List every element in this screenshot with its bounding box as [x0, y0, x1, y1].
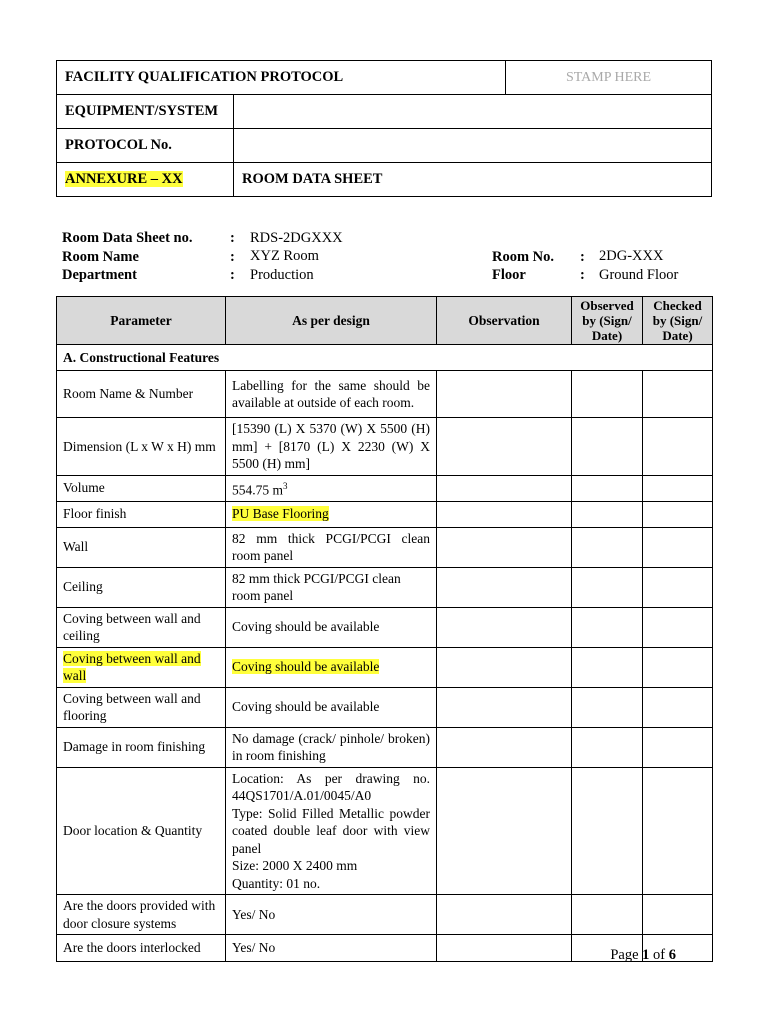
design-cell [226, 501, 437, 527]
highlighted-parameter-text: Coving between wall and wall [63, 650, 201, 683]
observed-cell [572, 475, 643, 501]
observed-cell [572, 727, 643, 767]
parameter-cell: Damage in room finishing [57, 727, 226, 767]
highlighted-design-text: Coving should be available [232, 659, 380, 675]
colon: : [580, 249, 585, 265]
colon: : [580, 267, 585, 283]
checked-cell [643, 501, 713, 527]
observation-cell [437, 767, 572, 895]
col-observation: Observation [437, 297, 572, 345]
observed-cell [572, 687, 643, 727]
floor-value: Ground Floor [599, 267, 679, 283]
department-label: Department [62, 267, 137, 283]
design-cell: 82 mm thick PCGI/PCGI clean room panel [226, 527, 437, 567]
equipment-label: EQUIPMENT/SYSTEM [57, 95, 234, 129]
checked-cell [643, 895, 713, 935]
observed-cell [572, 527, 643, 567]
parameter-cell [57, 647, 226, 687]
parameter-cell: Door location & Quantity [57, 767, 226, 895]
observed-cell [572, 607, 643, 647]
door-size-line: Size: 2000 X 2400 mm [232, 858, 358, 873]
protocol-no-label: PROTOCOL No. [57, 129, 234, 163]
stamp-placeholder: STAMP HERE [506, 61, 712, 95]
table-row [57, 895, 713, 935]
checked-cell [643, 527, 713, 567]
checked-cell [643, 647, 713, 687]
parameter-cell: Are the doors provided with door closure systems [57, 895, 226, 935]
checked-cell [643, 567, 713, 607]
door-location-line: Location: As per drawing no. 44QS1701/A.01/0045/A0 [232, 770, 430, 803]
design-cell: [15390 (L) X 5370 (W) X 5500 (H) mm] + [8170 (L) X 2230 (W) X 5500 (H) mm] [226, 418, 437, 476]
col-parameter: Parameter [57, 297, 226, 345]
observation-cell [437, 418, 572, 476]
table-row [57, 567, 713, 607]
observation-cell [437, 647, 572, 687]
design-cell [226, 647, 437, 687]
design-cell: Coving should be available [226, 607, 437, 647]
observation-cell [437, 727, 572, 767]
table-row [57, 475, 713, 501]
page-word: Page [610, 947, 639, 963]
design-cell: Yes/ No [226, 935, 437, 962]
design-cell [226, 767, 437, 895]
observed-cell [572, 418, 643, 476]
col-checked-by: Checked by (Sign/ Date) [643, 297, 713, 345]
sheet-title: ROOM DATA SHEET [234, 163, 712, 197]
observation-cell [437, 895, 572, 935]
observation-cell [437, 607, 572, 647]
observed-cell [572, 647, 643, 687]
protocol-title: FACILITY QUALIFICATION PROTOCOL [57, 61, 506, 95]
observed-cell [572, 501, 643, 527]
observation-cell [437, 567, 572, 607]
department-value: Production [250, 267, 314, 283]
room-data-table [56, 296, 713, 962]
col-observed-by: Observed by (Sign/ Date) [572, 297, 643, 345]
parameter-cell: Volume [57, 475, 226, 501]
of-word: of [653, 947, 666, 963]
observation-cell [437, 475, 572, 501]
table-row [57, 418, 713, 476]
table-row [57, 687, 713, 727]
sheet-no-value: RDS-2DGXXX [250, 230, 343, 246]
colon: : [230, 230, 235, 246]
design-cell: Yes/ No [226, 895, 437, 935]
table-row [57, 727, 713, 767]
observation-cell [437, 501, 572, 527]
floor-label: Floor [492, 267, 526, 283]
table-row [57, 371, 713, 418]
room-no-value: 2DG-XXX [599, 248, 664, 264]
design-cell: Labelling for the same should be available at outside of each room. [226, 371, 437, 418]
parameter-cell: Are the doors interlocked [57, 935, 226, 962]
checked-cell [643, 767, 713, 895]
parameter-cell: Ceiling [57, 567, 226, 607]
parameter-cell: Coving between wall and flooring [57, 687, 226, 727]
annexure-label: ANNEXURE – XX [65, 171, 183, 187]
design-cell: 82 mm thick PCGI/PCGI clean room panel [226, 567, 437, 607]
sheet-no-label: Room Data Sheet no. [62, 230, 193, 246]
section-heading: A. Constructional Features [57, 345, 713, 371]
design-cell: No damage (crack/ pinhole/ broken) in room finishing [226, 727, 437, 767]
door-quantity-line: Quantity: 01 no. [232, 875, 321, 891]
parameter-cell: Coving between wall and ceiling [57, 607, 226, 647]
parameter-cell: Wall [57, 527, 226, 567]
page-current: 1 [642, 947, 650, 963]
parameter-cell: Dimension (L x W x H) mm [57, 418, 226, 476]
colon: : [230, 267, 235, 283]
observation-cell [437, 687, 572, 727]
checked-cell [643, 607, 713, 647]
design-cell [226, 475, 437, 501]
checked-cell [643, 687, 713, 727]
observed-cell [572, 895, 643, 935]
door-type-line: Type: Solid Filled Metallic powder coated double leaf door with view panel [232, 805, 430, 856]
volume-unit-exponent: 3 [283, 480, 288, 491]
table-row [57, 767, 713, 895]
table-row [57, 607, 713, 647]
room-name-label: Room Name [62, 249, 139, 265]
parameter-cell: Floor finish [57, 501, 226, 527]
checked-cell [643, 371, 713, 418]
page-number [610, 947, 676, 964]
page-total: 6 [668, 947, 676, 963]
observation-cell [437, 527, 572, 567]
observed-cell [572, 567, 643, 607]
highlighted-design-text: PU Base Flooring [232, 506, 329, 522]
observation-cell [437, 371, 572, 418]
col-design: As per design [226, 297, 437, 345]
observed-cell [572, 371, 643, 418]
checked-cell [643, 418, 713, 476]
colon: : [230, 249, 235, 265]
room-no-label: Room No. [492, 249, 555, 265]
checked-cell [643, 727, 713, 767]
parameter-cell: Room Name & Number [57, 371, 226, 418]
observation-cell [437, 935, 572, 962]
room-name-value: XYZ Room [250, 248, 319, 264]
table-row [57, 501, 713, 527]
observed-cell [572, 767, 643, 895]
table-row [57, 647, 713, 687]
table-row [57, 527, 713, 567]
design-cell: Coving should be available [226, 687, 437, 727]
checked-cell [643, 475, 713, 501]
room-info-block [0, 0, 768, 300]
volume-value: 554.75 m [232, 482, 284, 497]
